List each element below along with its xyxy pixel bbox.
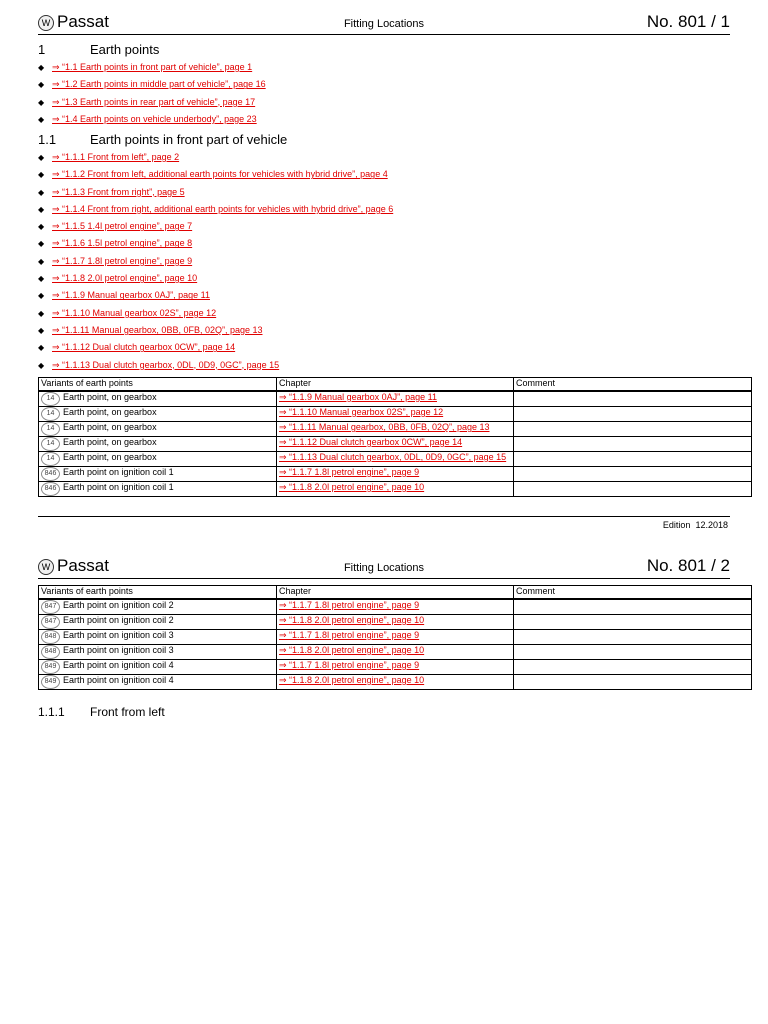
chapter-cell bbox=[277, 675, 514, 690]
comment-cell bbox=[514, 391, 752, 407]
footer-divider bbox=[38, 516, 730, 517]
earth-point-badge: 14 bbox=[41, 392, 60, 406]
document-title: Fitting Locations bbox=[343, 18, 425, 30]
document-title: Fitting Locations bbox=[343, 562, 425, 574]
chapter-link[interactable]: ⇒ “1.2 Earth points in middle part of vehicle”, page 16 bbox=[52, 79, 266, 90]
earth-point-badge: 14 bbox=[41, 452, 60, 466]
variant-cell: 847 Earth point on ignition coil 2 bbox=[39, 615, 277, 630]
section-link-list bbox=[38, 59, 266, 128]
variant-cell: 14 Earth point, on gearbox bbox=[39, 391, 277, 407]
brand-title: W Passat bbox=[38, 12, 109, 32]
earth-point-badge: 846 bbox=[41, 482, 60, 496]
comment-cell bbox=[514, 452, 752, 467]
chapter-link[interactable]: ⇒ “1.1.12 Dual clutch gearbox 0CW”, page 14 bbox=[52, 342, 236, 353]
list-item: ◆ ⇒ “1.1.5 1.4l petrol engine”, page 7 bbox=[38, 221, 193, 232]
earth-point-badge: 848 bbox=[41, 630, 60, 644]
subsection-heading: 1.1.1 Front from left bbox=[38, 705, 165, 719]
chapter-link[interactable]: ⇒ “1.1 Earth points in front part of vehicle”, page 1 bbox=[52, 62, 253, 72]
variant-cell: 14 Earth point, on gearbox bbox=[39, 452, 277, 467]
list-item: ◆ ⇒ “1.3 Earth points in rear part of vehicle”, page 17 bbox=[38, 96, 256, 107]
brand-title: W Passat bbox=[38, 556, 109, 576]
list-item: ◆ ⇒ “1.1.2 Front from left, additional earth points for vehicles with hybrid drive”, page 4 bbox=[38, 169, 388, 180]
comment-cell bbox=[514, 675, 752, 690]
list-item: ◆ ⇒ “1.1.12 Dual clutch gearbox 0CW”, page 14 bbox=[38, 342, 236, 353]
table-row bbox=[39, 437, 752, 452]
list-item: ◆ ⇒ “1.1.1 Front from left”, page 2 bbox=[38, 152, 180, 162]
chapter-link[interactable]: ⇒ “1.1.8 2.0l petrol engine”, page 10 bbox=[52, 273, 198, 284]
column-header: Chapter bbox=[277, 378, 514, 392]
chapter-link[interactable]: ⇒ “1.1.8 2.0l petrol engine”, page 10 bbox=[279, 645, 425, 655]
chapter-cell bbox=[277, 422, 514, 437]
chapter-cell bbox=[277, 645, 514, 660]
variant-cell: 14 Earth point, on gearbox bbox=[39, 422, 277, 437]
variant-cell: 14 Earth point, on gearbox bbox=[39, 407, 277, 422]
table-row bbox=[39, 630, 752, 645]
document-number: No. 801 / 1 bbox=[646, 12, 730, 31]
column-header: Variants of earth points bbox=[39, 586, 277, 600]
comment-cell bbox=[514, 482, 752, 497]
chapter-link[interactable]: ⇒ “1.1.2 Front from left, additional earth points for vehicles with hybrid drive”, page 4 bbox=[52, 169, 388, 180]
comment-cell bbox=[514, 422, 752, 437]
chapter-cell bbox=[277, 467, 514, 482]
chapter-link[interactable]: ⇒ “1.1.7 1.8l petrol engine”, page 9 bbox=[279, 660, 420, 670]
variant-cell: 849 Earth point on ignition coil 4 bbox=[39, 675, 277, 690]
table-header-row bbox=[39, 586, 752, 600]
list-item: ◆ ⇒ “1.1.6 1.5l petrol engine”, page 8 bbox=[38, 238, 193, 249]
comment-cell bbox=[514, 437, 752, 452]
table-header-row bbox=[39, 378, 752, 392]
comment-cell bbox=[514, 630, 752, 645]
chapter-cell bbox=[277, 391, 514, 407]
list-item: ◆ ⇒ “1.1.3 Front from right”, page 5 bbox=[38, 186, 185, 197]
list-item: ◆ ⇒ “1.4 Earth points on vehicle underbody”, page 23 bbox=[38, 113, 257, 124]
chapter-cell bbox=[277, 660, 514, 675]
chapter-link[interactable]: ⇒ “1.1.10 Manual gearbox 02S”, page 12 bbox=[52, 307, 217, 318]
list-item: ◆ ⇒ “1.1.11 Manual gearbox, 0BB, 0FB, 02Q”, page 13 bbox=[38, 324, 263, 335]
table-row bbox=[39, 615, 752, 630]
chapter-link[interactable]: ⇒ “1.1.10 Manual gearbox 02S”, page 12 bbox=[279, 407, 444, 417]
list-item: ◆ ⇒ “1.1.10 Manual gearbox 02S”, page 12 bbox=[38, 307, 217, 318]
chapter-link[interactable]: ⇒ “1.1.13 Dual clutch gearbox, 0DL, 0D9, 0GC”, page 15 bbox=[279, 452, 507, 462]
table-row bbox=[39, 645, 752, 660]
chapter-link[interactable]: ⇒ “1.1.5 1.4l petrol engine”, page 7 bbox=[52, 221, 193, 232]
column-header: Comment bbox=[514, 378, 752, 392]
chapter-link[interactable]: ⇒ “1.1.1 Front from left”, page 2 bbox=[52, 152, 180, 162]
chapter-link[interactable]: ⇒ “1.1.11 Manual gearbox, 0BB, 0FB, 02Q”, page 13 bbox=[279, 422, 490, 432]
chapter-link[interactable]: ⇒ “1.1.7 1.8l petrol engine”, page 9 bbox=[52, 255, 193, 266]
chapter-cell bbox=[277, 630, 514, 645]
chapter-link[interactable]: ⇒ “1.1.13 Dual clutch gearbox, 0DL, 0D9, 0GC”, page 15 bbox=[52, 359, 280, 370]
chapter-link[interactable]: ⇒ “1.1.11 Manual gearbox, 0BB, 0FB, 02Q”, page 13 bbox=[52, 324, 263, 335]
chapter-link[interactable]: ⇒ “1.1.8 2.0l petrol engine”, page 10 bbox=[279, 675, 425, 685]
list-item: ◆ ⇒ “1.1.9 Manual gearbox 0AJ”, page 11 bbox=[38, 290, 210, 301]
vw-logo-icon: W bbox=[38, 559, 54, 575]
earth-point-badge: 847 bbox=[41, 615, 60, 629]
list-item: ◆ ⇒ “1.1.4 Front from right, additional earth points for vehicles with hybrid drive”, page 6 bbox=[38, 203, 394, 214]
variant-cell: 846 Earth point on ignition coil 1 bbox=[39, 482, 277, 497]
subsection-link-list bbox=[38, 149, 393, 374]
table-row bbox=[39, 675, 752, 690]
chapter-link[interactable]: ⇒ “1.1.3 Front from right”, page 5 bbox=[52, 186, 185, 197]
chapter-link[interactable]: ⇒ “1.1.12 Dual clutch gearbox 0CW”, page 14 bbox=[279, 437, 463, 447]
section-heading: 1 Earth points bbox=[38, 42, 160, 57]
earth-points-table bbox=[38, 377, 752, 497]
column-header: Comment bbox=[514, 586, 752, 600]
list-item: ◆ ⇒ “1.2 Earth points in middle part of vehicle”, page 16 bbox=[38, 79, 266, 90]
edition-footer: Edition 12.2018 bbox=[662, 520, 728, 530]
comment-cell bbox=[514, 467, 752, 482]
chapter-link[interactable]: ⇒ “1.3 Earth points in rear part of vehicle”, page 17 bbox=[52, 96, 256, 107]
table-row bbox=[39, 660, 752, 675]
chapter-cell bbox=[277, 615, 514, 630]
list-item: ◆ ⇒ “1.1.7 1.8l petrol engine”, page 9 bbox=[38, 255, 193, 266]
table-row bbox=[39, 391, 752, 407]
document-number: No. 801 / 2 bbox=[646, 556, 730, 575]
variant-cell: 849 Earth point on ignition coil 4 bbox=[39, 660, 277, 675]
chapter-link[interactable]: ⇒ “1.1.7 1.8l petrol engine”, page 9 bbox=[279, 600, 420, 610]
subsection-heading: 1.1 Earth points in front part of vehicle bbox=[38, 132, 288, 147]
chapter-link[interactable]: ⇒ “1.1.6 1.5l petrol engine”, page 8 bbox=[52, 238, 193, 249]
vw-logo-icon: W bbox=[38, 15, 54, 31]
page-header bbox=[38, 12, 730, 35]
chapter-link[interactable]: ⇒ “1.1.8 2.0l petrol engine”, page 10 bbox=[279, 615, 425, 625]
table-row bbox=[39, 407, 752, 422]
variant-cell: 848 Earth point on ignition coil 3 bbox=[39, 630, 277, 645]
chapter-cell bbox=[277, 482, 514, 497]
table-row bbox=[39, 452, 752, 467]
comment-cell bbox=[514, 660, 752, 675]
earth-point-badge: 846 bbox=[41, 467, 60, 481]
earth-point-badge: 848 bbox=[41, 645, 60, 659]
earth-point-badge: 14 bbox=[41, 422, 60, 436]
list-item: ◆ ⇒ “1.1 Earth points in front part of vehicle”, page 1 bbox=[38, 62, 253, 72]
chapter-link[interactable]: ⇒ “1.4 Earth points on vehicle underbody”, page 23 bbox=[52, 113, 257, 124]
variant-cell: 848 Earth point on ignition coil 3 bbox=[39, 645, 277, 660]
chapter-link[interactable]: ⇒ “1.1.9 Manual gearbox 0AJ”, page 11 bbox=[279, 392, 437, 402]
column-header: Chapter bbox=[277, 586, 514, 600]
list-item: ◆ ⇒ “1.1.13 Dual clutch gearbox, 0DL, 0D9, 0GC”, page 15 bbox=[38, 359, 280, 370]
chapter-link[interactable]: ⇒ “1.1.7 1.8l petrol engine”, page 9 bbox=[279, 467, 420, 477]
variant-cell: 14 Earth point, on gearbox bbox=[39, 437, 277, 452]
earth-point-badge: 14 bbox=[41, 437, 60, 451]
table-row bbox=[39, 482, 752, 497]
chapter-link[interactable]: ⇒ “1.1.9 Manual gearbox 0AJ”, page 11 bbox=[52, 290, 210, 301]
comment-cell bbox=[514, 407, 752, 422]
earth-points-table bbox=[38, 585, 752, 690]
chapter-cell bbox=[277, 599, 514, 615]
chapter-link[interactable]: ⇒ “1.1.7 1.8l petrol engine”, page 9 bbox=[279, 630, 420, 640]
chapter-cell bbox=[277, 452, 514, 467]
table-row bbox=[39, 467, 752, 482]
earth-point-badge: 14 bbox=[41, 407, 60, 421]
earth-point-badge: 847 bbox=[41, 600, 60, 614]
earth-point-badge: 849 bbox=[41, 675, 60, 689]
comment-cell bbox=[514, 615, 752, 630]
chapter-link[interactable]: ⇒ “1.1.4 Front from right, additional earth points for vehicles with hybrid drive”, page 6 bbox=[52, 203, 394, 214]
variant-cell: 846 Earth point on ignition coil 1 bbox=[39, 467, 277, 482]
chapter-cell bbox=[277, 407, 514, 422]
chapter-cell bbox=[277, 437, 514, 452]
table-row bbox=[39, 599, 752, 615]
comment-cell bbox=[514, 645, 752, 660]
table-row bbox=[39, 422, 752, 437]
earth-point-badge: 849 bbox=[41, 660, 60, 674]
list-item: ◆ ⇒ “1.1.8 2.0l petrol engine”, page 10 bbox=[38, 273, 198, 284]
chapter-link[interactable]: ⇒ “1.1.8 2.0l petrol engine”, page 10 bbox=[279, 482, 425, 492]
variant-cell: 847 Earth point on ignition coil 2 bbox=[39, 599, 277, 615]
column-header: Variants of earth points bbox=[39, 378, 277, 392]
page-header bbox=[38, 556, 730, 579]
comment-cell bbox=[514, 599, 752, 615]
